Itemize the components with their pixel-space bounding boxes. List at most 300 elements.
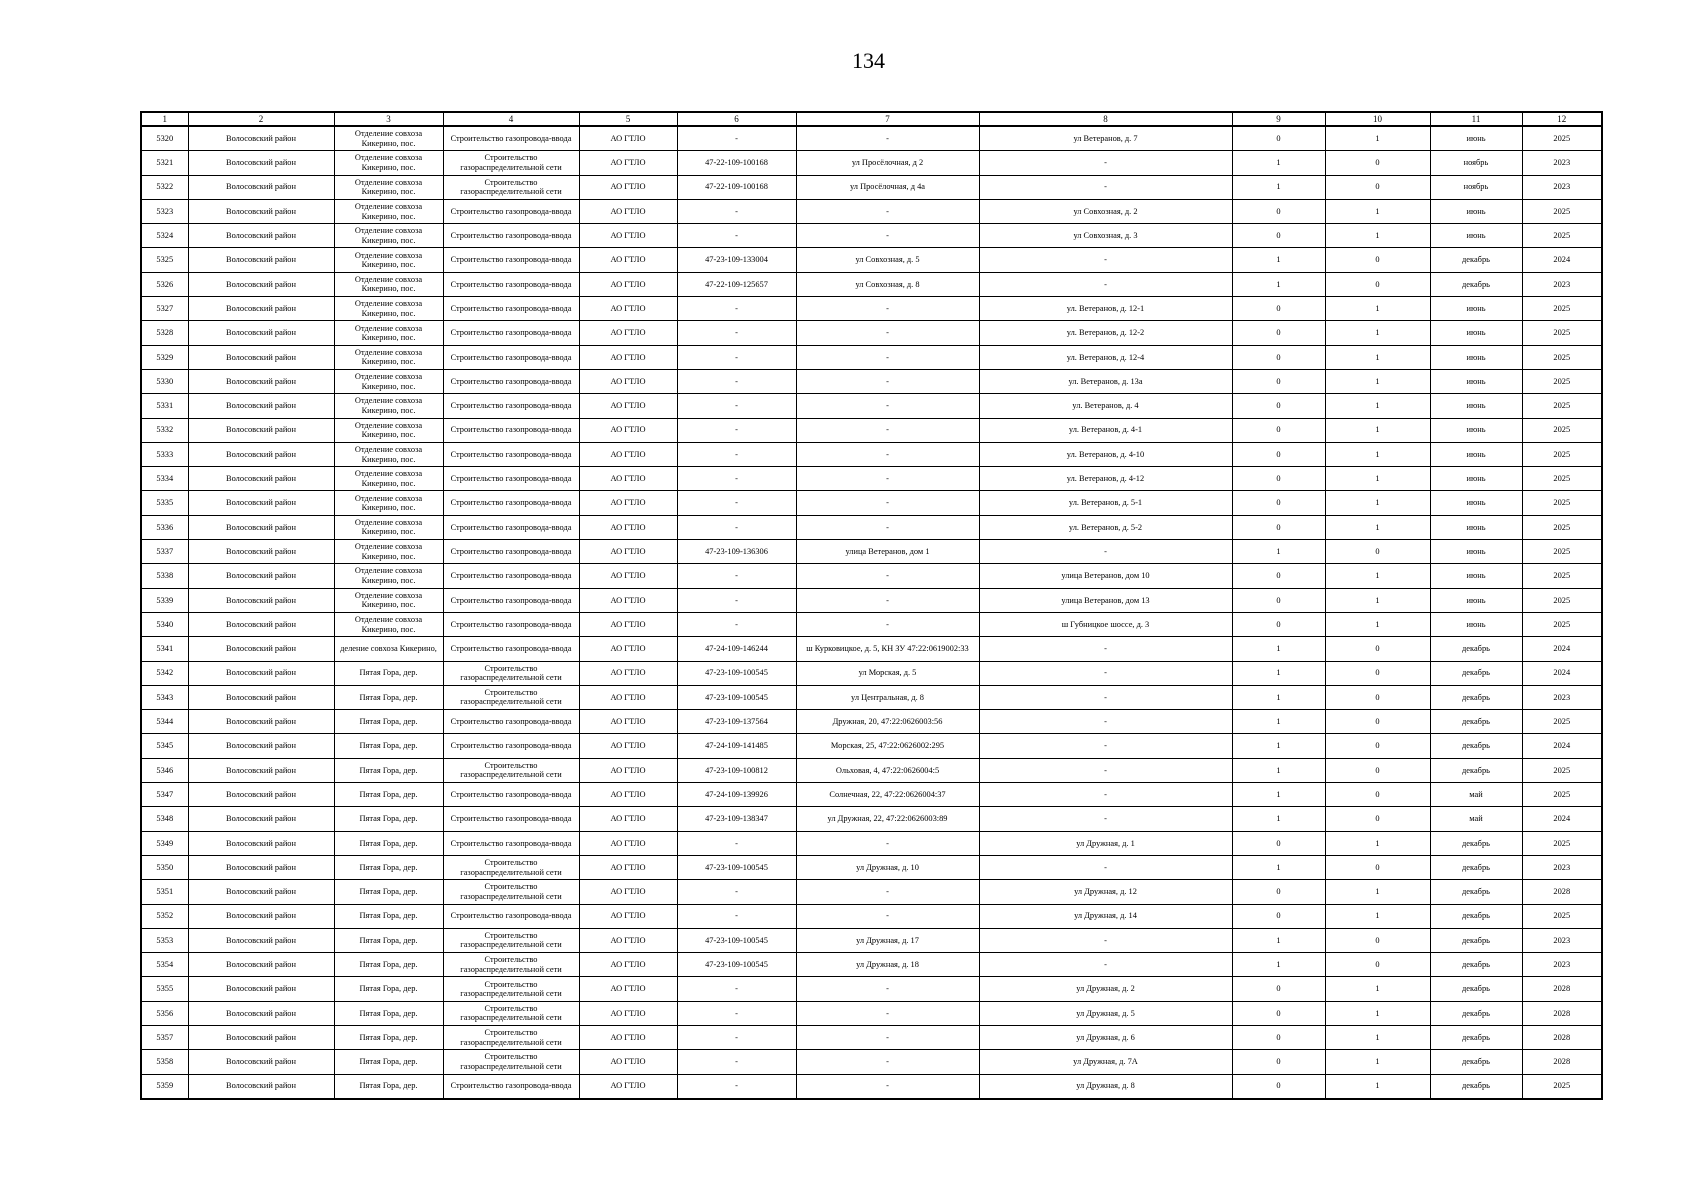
work-type-cell: Строительство газопровода-ввода	[443, 564, 579, 588]
work-type-cell: Строительство газопровода-ввода	[443, 126, 579, 151]
work-type-cell: Строительство газораспределительной сети	[443, 1001, 579, 1025]
count-a-cell: 1	[1232, 758, 1325, 782]
address-cell: -	[796, 442, 979, 466]
row-number-cell: 5353	[141, 928, 188, 952]
count-b-cell: 0	[1325, 855, 1430, 879]
count-b-cell: 0	[1325, 661, 1430, 685]
month-cell: июнь	[1430, 467, 1522, 491]
organization-cell: АО ГТЛО	[579, 977, 677, 1001]
work-type-cell: Строительство газопровода-ввода	[443, 297, 579, 321]
ticu-number-cell: 47-24-109-139926	[677, 783, 796, 807]
settlement-cell: Отделение совхоза Кикерино, пос.	[334, 321, 443, 345]
address-cell: -	[796, 418, 979, 442]
address-cell: -	[796, 394, 979, 418]
address-alt-cell: ул Дружная, д. 12	[979, 880, 1232, 904]
organization-cell: АО ГТЛО	[579, 564, 677, 588]
address-alt-cell: ул Ветеранов, д. 7	[979, 126, 1232, 151]
district-cell: Волосовский район	[188, 710, 334, 734]
year-cell: 2025	[1522, 199, 1602, 223]
count-b-cell: 0	[1325, 540, 1430, 564]
year-cell: 2025	[1522, 297, 1602, 321]
district-cell: Волосовский район	[188, 515, 334, 539]
month-cell: июнь	[1430, 297, 1522, 321]
count-b-cell: 0	[1325, 637, 1430, 661]
settlement-cell: Отделение совхоза Кикерино, пос.	[334, 612, 443, 636]
month-cell: декабрь	[1430, 272, 1522, 296]
work-type-cell: Строительство газопровода-ввода	[443, 904, 579, 928]
row-number-cell: 5327	[141, 297, 188, 321]
organization-cell: АО ГТЛО	[579, 637, 677, 661]
ticu-number-cell: -	[677, 345, 796, 369]
address-cell: ш Курковицкое, д. 5, КН ЗУ 47:22:0619002:33	[796, 637, 979, 661]
settlement-cell: Отделение совхоза Кикерино, пос.	[334, 369, 443, 393]
month-cell: июнь	[1430, 126, 1522, 151]
organization-cell: АО ГТЛО	[579, 831, 677, 855]
work-type-cell: Строительство газопровода-ввода	[443, 710, 579, 734]
organization-cell: АО ГТЛО	[579, 685, 677, 709]
settlement-cell: Отделение совхоза Кикерино, пос.	[334, 297, 443, 321]
district-cell: Волосовский район	[188, 540, 334, 564]
district-cell: Волосовский район	[188, 977, 334, 1001]
work-type-cell: Строительство газораспределительной сети	[443, 758, 579, 782]
count-b-cell: 1	[1325, 880, 1430, 904]
table-row	[141, 199, 1602, 223]
year-cell: 2025	[1522, 831, 1602, 855]
settlement-cell: Отделение совхоза Кикерино, пос.	[334, 199, 443, 223]
address-cell: -	[796, 1001, 979, 1025]
ticu-number-cell: 47-24-109-146244	[677, 637, 796, 661]
row-number-cell: 5348	[141, 807, 188, 831]
organization-cell: АО ГТЛО	[579, 880, 677, 904]
year-cell: 2023	[1522, 175, 1602, 199]
row-number-cell: 5320	[141, 126, 188, 151]
district-cell: Волосовский район	[188, 637, 334, 661]
year-cell: 2025	[1522, 758, 1602, 782]
count-b-cell: 1	[1325, 612, 1430, 636]
table-body	[141, 126, 1602, 1099]
count-b-cell: 0	[1325, 175, 1430, 199]
organization-cell: АО ГТЛО	[579, 442, 677, 466]
work-type-cell: Строительство газораспределительной сети	[443, 1050, 579, 1074]
district-cell: Волосовский район	[188, 1050, 334, 1074]
count-b-cell: 1	[1325, 345, 1430, 369]
count-a-cell: 1	[1232, 175, 1325, 199]
address-alt-cell: ул. Ветеранов, д. 12-4	[979, 345, 1232, 369]
row-number-cell: 5323	[141, 199, 188, 223]
count-a-cell: 0	[1232, 831, 1325, 855]
month-cell: декабрь	[1430, 734, 1522, 758]
address-cell: -	[796, 126, 979, 151]
count-b-cell: 1	[1325, 588, 1430, 612]
address-alt-cell: -	[979, 734, 1232, 758]
table-row	[141, 1050, 1602, 1074]
year-cell: 2028	[1522, 1001, 1602, 1025]
address-cell: -	[796, 1050, 979, 1074]
work-type-cell: Строительство газораспределительной сети	[443, 661, 579, 685]
year-cell: 2025	[1522, 394, 1602, 418]
table-row	[141, 855, 1602, 879]
table-row	[141, 1001, 1602, 1025]
month-cell: ноябрь	[1430, 175, 1522, 199]
column-header: 5	[579, 112, 677, 126]
district-cell: Волосовский район	[188, 807, 334, 831]
count-a-cell: 1	[1232, 637, 1325, 661]
district-cell: Волосовский район	[188, 783, 334, 807]
year-cell: 2023	[1522, 928, 1602, 952]
ticu-number-cell: -	[677, 904, 796, 928]
count-b-cell: 1	[1325, 1074, 1430, 1099]
work-type-cell: Строительство газопровода-ввода	[443, 831, 579, 855]
district-cell: Волосовский район	[188, 394, 334, 418]
row-number-cell: 5337	[141, 540, 188, 564]
address-alt-cell: ул Дружная, д. 14	[979, 904, 1232, 928]
row-number-cell: 5343	[141, 685, 188, 709]
count-a-cell: 1	[1232, 807, 1325, 831]
row-number-cell: 5356	[141, 1001, 188, 1025]
row-number-cell: 5339	[141, 588, 188, 612]
settlement-cell: Пятая Гора, дер.	[334, 855, 443, 879]
count-a-cell: 0	[1232, 126, 1325, 151]
year-cell: 2025	[1522, 224, 1602, 248]
count-b-cell: 0	[1325, 783, 1430, 807]
table-row	[141, 394, 1602, 418]
address-cell: -	[796, 369, 979, 393]
year-cell: 2023	[1522, 855, 1602, 879]
row-number-cell: 5352	[141, 904, 188, 928]
organization-cell: АО ГТЛО	[579, 467, 677, 491]
address-alt-cell: ул. Ветеранов, д. 5-2	[979, 515, 1232, 539]
ticu-number-cell: 47-23-109-100545	[677, 953, 796, 977]
table-row	[141, 272, 1602, 296]
month-cell: декабрь	[1430, 685, 1522, 709]
ticu-number-cell: 47-23-109-100812	[677, 758, 796, 782]
address-cell: Дружная, 20, 47:22:0626003:56	[796, 710, 979, 734]
table-row	[141, 734, 1602, 758]
table-row	[141, 564, 1602, 588]
work-type-cell: Строительство газопровода-ввода	[443, 272, 579, 296]
ticu-number-cell: -	[677, 418, 796, 442]
row-number-cell: 5324	[141, 224, 188, 248]
year-cell: 2024	[1522, 637, 1602, 661]
address-alt-cell: ул. Ветеранов, д. 4-12	[979, 467, 1232, 491]
district-cell: Волосовский район	[188, 1001, 334, 1025]
address-alt-cell: ул Дружная, д. 8	[979, 1074, 1232, 1099]
month-cell: июнь	[1430, 199, 1522, 223]
ticu-number-cell: 47-23-109-100545	[677, 928, 796, 952]
month-cell: июнь	[1430, 491, 1522, 515]
count-b-cell: 1	[1325, 1050, 1430, 1074]
address-cell: -	[796, 1025, 979, 1049]
settlement-cell: Отделение совхоза Кикерино, пос.	[334, 224, 443, 248]
month-cell: июнь	[1430, 515, 1522, 539]
month-cell: декабрь	[1430, 661, 1522, 685]
month-cell: июнь	[1430, 345, 1522, 369]
year-cell: 2025	[1522, 369, 1602, 393]
month-cell: ноябрь	[1430, 151, 1522, 175]
count-a-cell: 0	[1232, 564, 1325, 588]
address-cell: -	[796, 977, 979, 1001]
month-cell: декабрь	[1430, 248, 1522, 272]
work-type-cell: Строительство газораспределительной сети	[443, 928, 579, 952]
settlement-cell: Пятая Гора, дер.	[334, 783, 443, 807]
work-type-cell: Строительство газопровода-ввода	[443, 637, 579, 661]
address-cell: -	[796, 588, 979, 612]
address-cell: -	[796, 831, 979, 855]
district-cell: Волосовский район	[188, 321, 334, 345]
work-type-cell: Строительство газораспределительной сети	[443, 855, 579, 879]
count-a-cell: 1	[1232, 953, 1325, 977]
settlement-cell: Пятая Гора, дер.	[334, 734, 443, 758]
row-number-cell: 5354	[141, 953, 188, 977]
year-cell: 2023	[1522, 953, 1602, 977]
year-cell: 2025	[1522, 442, 1602, 466]
ticu-number-cell: -	[677, 515, 796, 539]
organization-cell: АО ГТЛО	[579, 369, 677, 393]
settlement-cell: Отделение совхоза Кикерино, пос.	[334, 588, 443, 612]
organization-cell: АО ГТЛО	[579, 1074, 677, 1099]
column-header: 8	[979, 112, 1232, 126]
count-a-cell: 1	[1232, 151, 1325, 175]
ticu-number-cell: -	[677, 199, 796, 223]
work-type-cell: Строительство газопровода-ввода	[443, 783, 579, 807]
settlement-cell: Пятая Гора, дер.	[334, 831, 443, 855]
row-number-cell: 5336	[141, 515, 188, 539]
year-cell: 2023	[1522, 151, 1602, 175]
work-type-cell: Строительство газораспределительной сети	[443, 977, 579, 1001]
table-row	[141, 126, 1602, 151]
address-cell: ул Дружная, 22, 47:22:0626003:89	[796, 807, 979, 831]
settlement-cell: Отделение совхоза Кикерино, пос.	[334, 394, 443, 418]
district-cell: Волосовский район	[188, 831, 334, 855]
table-row	[141, 175, 1602, 199]
district-cell: Волосовский район	[188, 272, 334, 296]
month-cell: июнь	[1430, 442, 1522, 466]
ticu-number-cell: 47-22-109-100168	[677, 151, 796, 175]
year-cell: 2028	[1522, 1025, 1602, 1049]
address-cell: Ольховая, 4, 47:22:0626004:5	[796, 758, 979, 782]
district-cell: Волосовский район	[188, 734, 334, 758]
table-row	[141, 321, 1602, 345]
row-number-cell: 5326	[141, 272, 188, 296]
count-b-cell: 1	[1325, 126, 1430, 151]
settlement-cell: Пятая Гора, дер.	[334, 880, 443, 904]
month-cell: июнь	[1430, 369, 1522, 393]
row-number-cell: 5349	[141, 831, 188, 855]
work-type-cell: Строительство газопровода-ввода	[443, 394, 579, 418]
count-b-cell: 0	[1325, 734, 1430, 758]
settlement-cell: Пятая Гора, дер.	[334, 1050, 443, 1074]
work-type-cell: Строительство газопровода-ввода	[443, 224, 579, 248]
count-b-cell: 1	[1325, 564, 1430, 588]
ticu-number-cell: -	[677, 126, 796, 151]
count-b-cell: 0	[1325, 758, 1430, 782]
ticu-number-cell: -	[677, 442, 796, 466]
count-b-cell: 0	[1325, 248, 1430, 272]
work-type-cell: Строительство газопровода-ввода	[443, 734, 579, 758]
row-number-cell: 5351	[141, 880, 188, 904]
address-cell: ул Просёлочная, д 2	[796, 151, 979, 175]
table-row	[141, 685, 1602, 709]
ticu-number-cell: 47-23-109-136306	[677, 540, 796, 564]
column-header: 11	[1430, 112, 1522, 126]
row-number-cell: 5358	[141, 1050, 188, 1074]
month-cell: июнь	[1430, 224, 1522, 248]
organization-cell: АО ГТЛО	[579, 783, 677, 807]
count-a-cell: 0	[1232, 369, 1325, 393]
ticu-number-cell: -	[677, 394, 796, 418]
column-header: 10	[1325, 112, 1430, 126]
row-number-cell: 5346	[141, 758, 188, 782]
address-alt-cell: ул Дружная, д. 7А	[979, 1050, 1232, 1074]
count-b-cell: 1	[1325, 977, 1430, 1001]
address-alt-cell: ул Дружная, д. 5	[979, 1001, 1232, 1025]
ticu-number-cell: 47-24-109-141485	[677, 734, 796, 758]
table-row	[141, 297, 1602, 321]
work-type-cell: Строительство газораспределительной сети	[443, 685, 579, 709]
settlement-cell: Пятая Гора, дер.	[334, 977, 443, 1001]
year-cell: 2025	[1522, 564, 1602, 588]
district-cell: Волосовский район	[188, 855, 334, 879]
month-cell: декабрь	[1430, 1050, 1522, 1074]
address-cell: ул Морская, д. 5	[796, 661, 979, 685]
count-b-cell: 1	[1325, 491, 1430, 515]
month-cell: июнь	[1430, 321, 1522, 345]
work-type-cell: Строительство газораспределительной сети	[443, 953, 579, 977]
count-a-cell: 0	[1232, 394, 1325, 418]
address-cell: -	[796, 467, 979, 491]
count-b-cell: 1	[1325, 321, 1430, 345]
address-alt-cell: -	[979, 758, 1232, 782]
district-cell: Волосовский район	[188, 442, 334, 466]
year-cell: 2025	[1522, 491, 1602, 515]
organization-cell: АО ГТЛО	[579, 199, 677, 223]
table-row	[141, 151, 1602, 175]
table-row	[141, 783, 1602, 807]
district-cell: Волосовский район	[188, 661, 334, 685]
organization-cell: АО ГТЛО	[579, 224, 677, 248]
row-number-cell: 5350	[141, 855, 188, 879]
year-cell: 2028	[1522, 880, 1602, 904]
organization-cell: АО ГТЛО	[579, 1025, 677, 1049]
settlement-cell: Пятая Гора, дер.	[334, 661, 443, 685]
organization-cell: АО ГТЛО	[579, 807, 677, 831]
work-type-cell: Строительство газопровода-ввода	[443, 515, 579, 539]
ticu-number-cell: 47-22-109-100168	[677, 175, 796, 199]
district-cell: Волосовский район	[188, 369, 334, 393]
row-number-cell: 5330	[141, 369, 188, 393]
organization-cell: АО ГТЛО	[579, 588, 677, 612]
count-a-cell: 0	[1232, 1074, 1325, 1099]
count-b-cell: 1	[1325, 442, 1430, 466]
count-b-cell: 0	[1325, 710, 1430, 734]
settlement-cell: Отделение совхоза Кикерино, пос.	[334, 151, 443, 175]
count-a-cell: 0	[1232, 1025, 1325, 1049]
count-a-cell: 0	[1232, 418, 1325, 442]
column-header: 4	[443, 112, 579, 126]
row-number-cell: 5347	[141, 783, 188, 807]
district-cell: Волосовский район	[188, 880, 334, 904]
organization-cell: АО ГТЛО	[579, 540, 677, 564]
organization-cell: АО ГТЛО	[579, 151, 677, 175]
year-cell: 2024	[1522, 661, 1602, 685]
ticu-number-cell: -	[677, 369, 796, 393]
work-type-cell: Строительство газопровода-ввода	[443, 1074, 579, 1099]
organization-cell: АО ГТЛО	[579, 418, 677, 442]
count-b-cell: 1	[1325, 224, 1430, 248]
ticu-number-cell: -	[677, 831, 796, 855]
district-cell: Волосовский район	[188, 224, 334, 248]
address-alt-cell: -	[979, 855, 1232, 879]
count-a-cell: 1	[1232, 685, 1325, 709]
row-number-cell: 5357	[141, 1025, 188, 1049]
address-alt-cell: -	[979, 783, 1232, 807]
month-cell: декабрь	[1430, 880, 1522, 904]
settlement-cell: Пятая Гора, дер.	[334, 758, 443, 782]
count-a-cell: 0	[1232, 977, 1325, 1001]
settlement-cell: Пятая Гора, дер.	[334, 904, 443, 928]
organization-cell: АО ГТЛО	[579, 297, 677, 321]
settlement-cell: Отделение совхоза Кикерино, пос.	[334, 418, 443, 442]
settlement-cell: Отделение совхоза Кикерино, пос.	[334, 248, 443, 272]
ticu-number-cell: -	[677, 1001, 796, 1025]
count-a-cell: 1	[1232, 855, 1325, 879]
year-cell: 2025	[1522, 904, 1602, 928]
district-cell: Волосовский район	[188, 126, 334, 151]
work-type-cell: Строительство газопровода-ввода	[443, 540, 579, 564]
month-cell: июнь	[1430, 588, 1522, 612]
address-alt-cell: ул. Ветеранов, д. 13а	[979, 369, 1232, 393]
settlement-cell: Пятая Гора, дер.	[334, 953, 443, 977]
year-cell: 2025	[1522, 418, 1602, 442]
month-cell: декабрь	[1430, 953, 1522, 977]
district-cell: Волосовский район	[188, 685, 334, 709]
address-alt-cell: -	[979, 175, 1232, 199]
table-row	[141, 248, 1602, 272]
row-number-cell: 5334	[141, 467, 188, 491]
year-cell: 2023	[1522, 685, 1602, 709]
table-row	[141, 369, 1602, 393]
count-a-cell: 0	[1232, 199, 1325, 223]
month-cell: декабрь	[1430, 710, 1522, 734]
year-cell: 2025	[1522, 783, 1602, 807]
address-alt-cell: -	[979, 807, 1232, 831]
table-row	[141, 491, 1602, 515]
register-table	[140, 111, 1603, 1100]
address-cell: ул Совхозная, д. 5	[796, 248, 979, 272]
address-alt-cell: ул Совхозная, д. 3	[979, 224, 1232, 248]
address-alt-cell: ул. Ветеранов, д. 4	[979, 394, 1232, 418]
work-type-cell: Строительство газопровода-ввода	[443, 345, 579, 369]
year-cell: 2028	[1522, 977, 1602, 1001]
month-cell: июнь	[1430, 394, 1522, 418]
work-type-cell: Строительство газопровода-ввода	[443, 418, 579, 442]
month-cell: май	[1430, 807, 1522, 831]
ticu-number-cell: -	[677, 588, 796, 612]
year-cell: 2024	[1522, 734, 1602, 758]
ticu-number-cell: 47-23-109-100545	[677, 685, 796, 709]
year-cell: 2025	[1522, 612, 1602, 636]
table-row	[141, 807, 1602, 831]
row-number-cell: 5325	[141, 248, 188, 272]
count-a-cell: 0	[1232, 1050, 1325, 1074]
ticu-number-cell: -	[677, 1050, 796, 1074]
month-cell: декабрь	[1430, 1025, 1522, 1049]
organization-cell: АО ГТЛО	[579, 345, 677, 369]
month-cell: декабрь	[1430, 1001, 1522, 1025]
organization-cell: АО ГТЛО	[579, 1001, 677, 1025]
count-a-cell: 1	[1232, 661, 1325, 685]
table-row	[141, 1074, 1602, 1099]
